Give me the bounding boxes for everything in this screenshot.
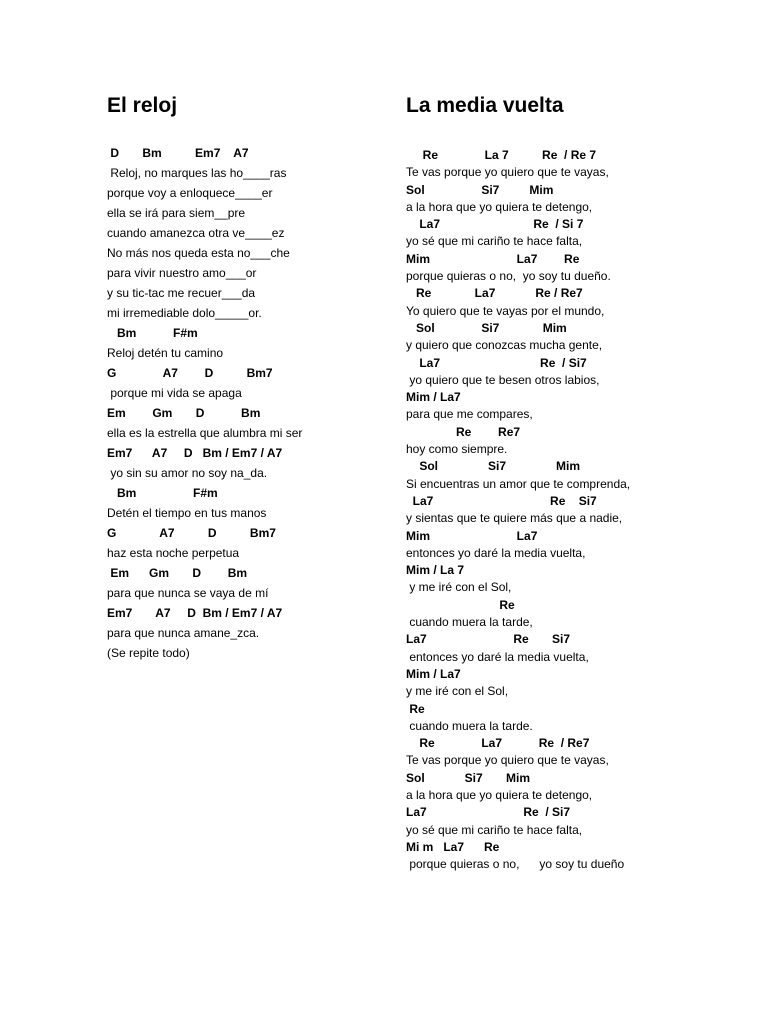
chord-line: Re La7 Re / Re7 <box>406 286 583 301</box>
lyric-line: porque mi vida se apaga <box>107 386 242 400</box>
lyric-line: porque quieras o no, yo soy tu dueño. <box>406 269 611 284</box>
chord-line: La7 Re / Si 7 <box>406 217 584 232</box>
lyric-line: yo sé que mi cariño te hace falta, <box>406 234 583 249</box>
chord-line: Em Gm D Bm <box>107 406 261 420</box>
lyric-line: para que nunca amane_zca. <box>107 626 260 640</box>
lyric-line: yo sin su amor no soy na_da. <box>107 466 268 480</box>
lyric-line: para vivir nuestro amo___or <box>107 266 257 280</box>
lyric-line: a la hora que yo quiera te detengo, <box>406 787 593 802</box>
lyric-line: Yo quiero que te vayas por el mundo, <box>406 303 605 318</box>
lyric-line: Te vas porque yo quiero que te vayas, <box>406 753 609 768</box>
song-title: La media vuelta <box>406 94 564 117</box>
chord-line: Sol Si7 Mim <box>406 320 567 335</box>
chord-line: Mim / La7 <box>406 666 461 681</box>
song-title: El reloj <box>107 94 178 117</box>
lyric-line: yo sé que mi cariño te hace falta, <box>406 822 583 837</box>
lyric-line: a la hora que yo quiera te detengo, <box>406 199 593 214</box>
chord-line: Sol Si7 Mim <box>406 459 581 474</box>
lyric-line: y sientas que te quiere más que a nadie, <box>406 511 623 526</box>
chord-line: Re <box>406 597 515 612</box>
lyric-line: yo quiero que te besen otros labios, <box>406 372 600 387</box>
lyric-line: Reloj, no marques las ho____ras <box>107 166 287 180</box>
chord-line: Mi m La7 Re <box>406 839 500 854</box>
lyric-line: (Se repite todo) <box>107 646 190 660</box>
song-lines <box>406 147 630 873</box>
lyric-line: porque voy a enloquece____er <box>107 186 273 200</box>
lyric-line: entonces yo daré la media vuelta, <box>406 545 586 560</box>
lyric-line: Reloj detén tu camino <box>107 346 224 360</box>
chord-line: Mim La7 Re <box>406 251 580 266</box>
lyric-line: hoy como siempre. <box>406 442 508 457</box>
chord-line: Re La 7 Re / Re 7 <box>406 148 597 162</box>
lyric-line: y me iré con el Sol, <box>406 684 509 699</box>
lyric-line: para que me compares, <box>406 407 533 422</box>
lyric-line: y me iré con el Sol, <box>406 580 512 595</box>
chord-line: La7 Re Si7 <box>406 493 597 508</box>
chord-line: Em7 A7 D Bm / Em7 / A7 <box>107 446 283 460</box>
chord-line: Em7 A7 D Bm / Em7 / A7 <box>107 606 283 620</box>
lyric-line: haz esta noche perpetua <box>107 546 240 560</box>
chord-line: Re Re7 <box>406 424 521 439</box>
chord-line: Bm F#m <box>107 486 218 500</box>
chord-line: Bm F#m <box>107 326 198 340</box>
lyric-line: entonces yo daré la media vuelta, <box>406 649 589 664</box>
lyric-line: porque quieras o no, yo soy tu dueño <box>406 857 625 872</box>
lyric-line: y su tic-tac me recuer___da <box>107 286 256 300</box>
chord-line: La7 Re Si7 <box>406 632 571 647</box>
lyric-line: No más nos queda esta no___che <box>107 246 290 260</box>
lyric-line: ella se irá para siem__pre <box>107 206 246 220</box>
lyric-line: cuando muera la tarde. <box>406 718 533 733</box>
chord-line: Mim / La7 <box>406 390 461 405</box>
chord-line: Em Gm D Bm <box>107 566 248 580</box>
lyric-line: y quiero que conozcas mucha gente, <box>406 338 603 353</box>
chord-line: La7 Re / Si7 <box>406 805 571 820</box>
lyric-line: cuando amanezca otra ve____ez <box>107 226 285 240</box>
lyric-line: Si encuentras un amor que te comprenda, <box>406 476 631 491</box>
lyric-line: para que nunca se vaya de mí <box>107 586 269 600</box>
chord-line: D Bm Em7 A7 <box>107 146 249 160</box>
chord-line: Re <box>406 701 425 716</box>
song-lines <box>107 143 302 663</box>
lyric-line: mi irremediable dolo_____or. <box>107 306 262 320</box>
chord-line: Re La7 Re / Re7 <box>406 736 590 751</box>
chord-line: Mim La7 <box>406 528 538 543</box>
chord-line: G A7 D Bm7 <box>107 366 273 380</box>
chord-line: Mim / La 7 <box>406 563 465 578</box>
chord-line: Sol Si7 Mim <box>406 182 554 197</box>
chord-line: Sol Si7 Mim <box>406 770 531 785</box>
lyric-line: ella es la estrella que alumbra mi ser <box>107 426 303 440</box>
lyric-line: Detén el tiempo en tus manos <box>107 506 267 520</box>
chord-line: La7 Re / Si7 <box>406 355 587 370</box>
chord-line: G A7 D Bm7 <box>107 526 276 540</box>
lyric-line: cuando muera la tarde, <box>406 615 533 630</box>
lyric-line: Te vas porque yo quiero que te vayas, <box>406 165 609 180</box>
